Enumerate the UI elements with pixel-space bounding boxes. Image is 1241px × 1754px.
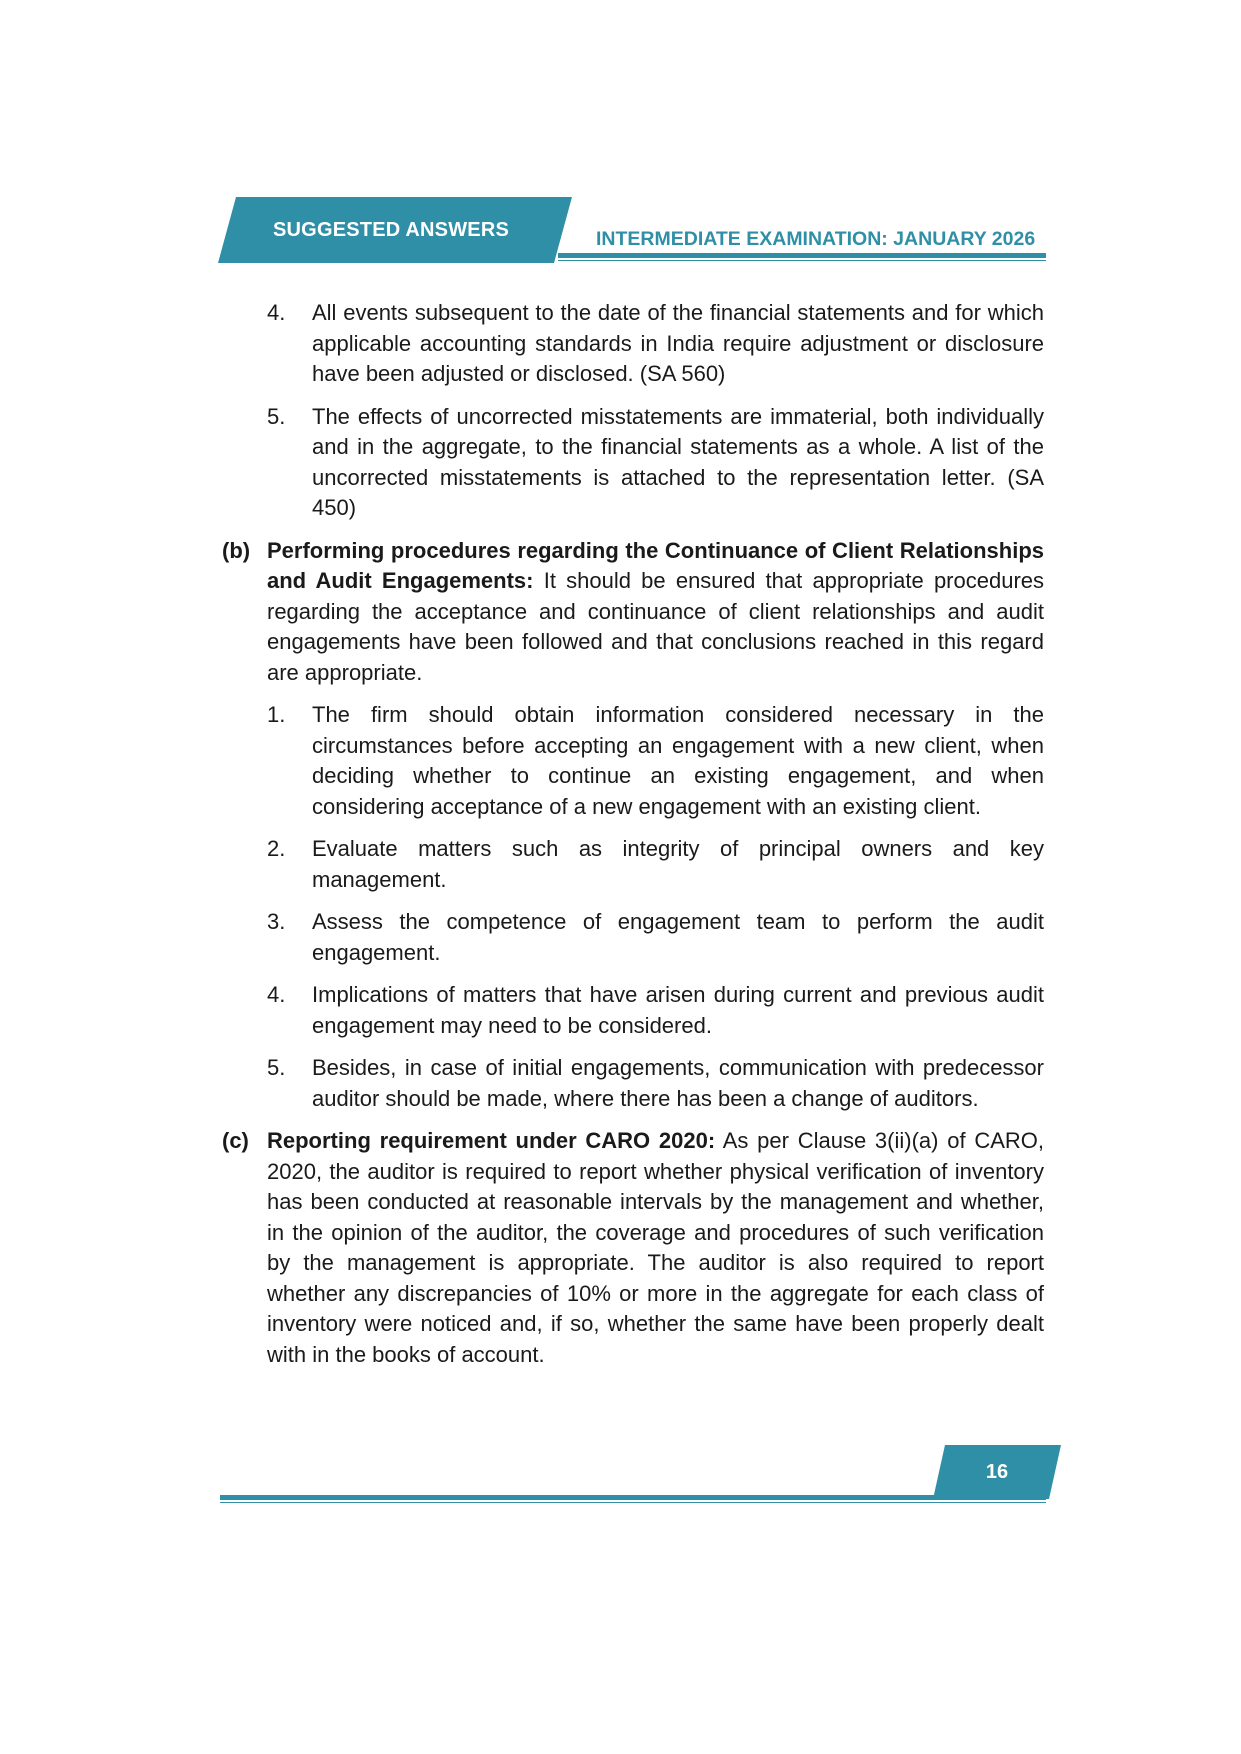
section-text: As per Clause 3(ii)(a) of CARO, 2020, the auditor is required to report whether physical verification of inventory has been conducted at reasonable intervals by the management and whether, in the opinion of the auditor, the coverage and procedures of such verification by the management is appropriate. The auditor is also required to report whether any discrepancies of 10% or more in the aggregate for each class of inventory were noticed and, if so, whether the same have been properly dealt with in the books of account. [267,1128,1044,1367]
list-item [267,907,1044,968]
list-number: 3. [267,909,286,934]
list-number: 5. [267,403,286,429]
header-rule [558,253,1046,258]
list-text: Evaluate matters such as integrity of principal owners and key management. [312,836,1044,892]
footer-rule-thin [220,1502,1046,1503]
list-text: Assess the competence of engagement team to perform the audit engagement. [312,909,1044,965]
list-text: The effects of uncorrected misstatements are immaterial, both individually and in the aggregate, to the financial statements as a whole. A list of the uncorrected misstatements is attached to the representation letter. (SA 450) [312,403,1044,520]
list-number: 2. [267,836,286,861]
footer-rule [220,1495,1046,1500]
list-item [267,980,1044,1041]
page-number-tab [933,1445,1061,1499]
list-item [267,1053,1044,1114]
list-number: 5. [267,1055,286,1080]
section-c [222,1126,1044,1370]
header-tab-label: SUGGESTED ANSWERS [273,219,510,241]
list-text: All events subsequent to the date of the financial statements and for which applicable accounting standards in India require adjustment or disclosure have been adjusted or disclosed. (SA 560) [312,300,1044,386]
list-text: The firm should obtain information considered necessary in the circumstances before accepting an engagement with a new client, when deciding whether to continue an existing engagement, and when considering acceptance of a new engagement with an existing client. [312,702,1044,819]
section-text: It should be ensured that appropriate procedures regarding the acceptance and continuance of client relationships and audit engagements have been followed and that conclusions reached in this regard are appropriate. [267,568,1045,685]
list-item [267,700,1044,822]
section-heading: Performing procedures regarding the Continuance of Client Relationships and Audit Engagements: [267,537,1044,593]
exam-title: INTERMEDIATE EXAMINATION: JANUARY 2026 [596,228,1036,250]
list-text: Besides, in case of initial engagements, communication with predecessor auditor should be made, where there has been a change of auditors. [312,1055,1044,1111]
list-number: 1. [267,702,286,727]
section-heading: Reporting requirement under CARO 2020: [267,1128,716,1153]
page-number: 16 [985,1461,1009,1483]
page-content [222,298,1044,1382]
list-item [267,402,1044,524]
list-item [267,298,1044,390]
list-text: Implications of matters that have arisen during current and previous audit engagement may need to be considered. [312,982,1044,1038]
list-number: 4. [267,982,286,1007]
list-number: 4. [267,300,286,325]
list-item [267,834,1044,895]
header-rule-thin [558,260,1046,261]
section-label: (c) [222,1128,249,1153]
section-b [222,536,1044,689]
header-tab [218,197,572,263]
section-label: (b) [222,537,251,563]
